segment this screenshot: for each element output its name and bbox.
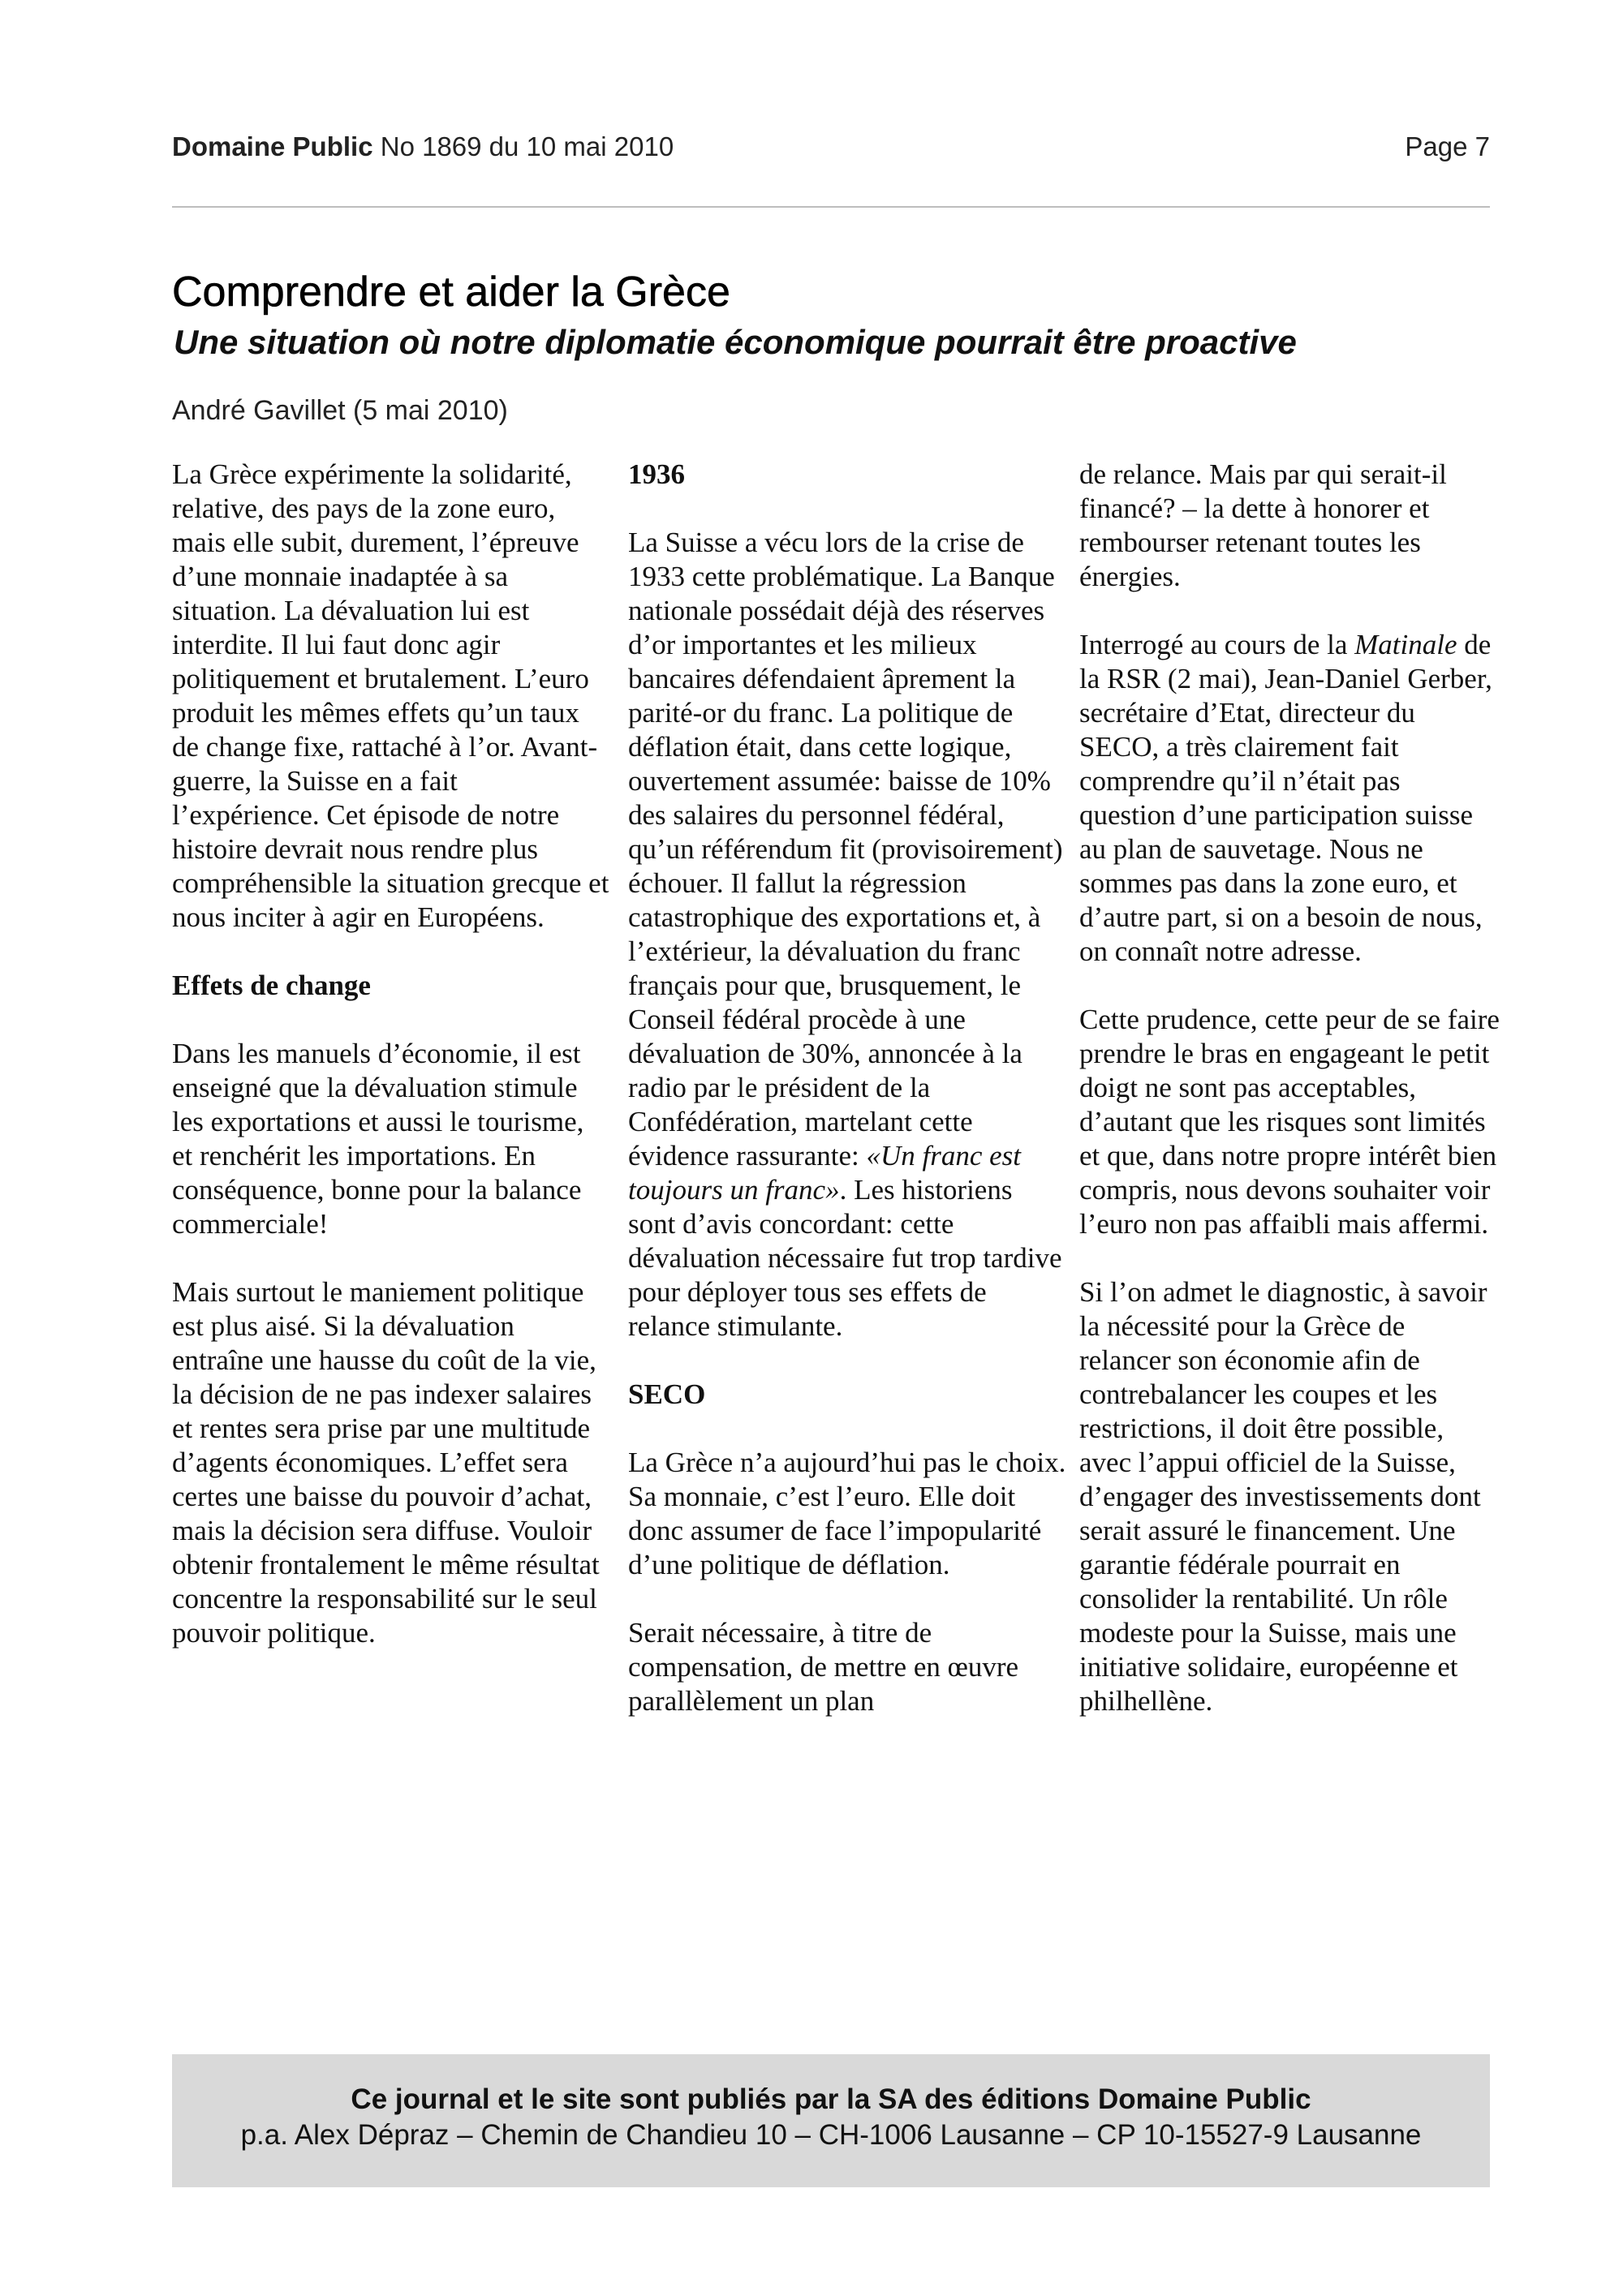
publisher-footer [172,2054,1490,2187]
header-divider [172,206,1490,208]
page-header [172,131,1490,170]
paragraph [628,526,1066,1344]
paragraph: Cette prudence, cette peur de se faire prendre le bras en engageant le petit doigt ne sont pas acceptables, d’autant que les risques sont limités et que, dans notre propre intérêt bien compris, nous devons souhaiter voir l’euro non pas affaibli mais affermi. [1079,1004,1500,1240]
article-title: Comprendre et aider la Grèce [172,269,730,316]
section-heading-1936: 1936 [628,458,685,490]
issue-info: No 1869 du 10 mai 2010 [380,131,674,161]
article-column-3 [1079,458,1501,1752]
section-heading-effets-de-change: Effets de change [172,970,371,1001]
paragraph: La Grèce n’a aujourd’hui pas le choix. Sa monnaie, c’est l’euro. Elle doit donc assumer de face l’impopularité d’une politique de déflation. [628,1447,1066,1580]
article-subtitle: Une situation où notre diplomatie économique pourrait être proactive [174,323,1297,361]
quote: «Un franc est toujours un franc» [628,1140,1022,1206]
show-name: Matinale [1354,629,1457,660]
paragraph [1079,628,1501,969]
text-run: Interrogé au cours de la [1079,629,1355,660]
paragraph: Si l’on admet le diagnostic, à savoir la nécessité pour la Grèce de relancer son économie afin de contrebalancer les coupes et les restrictions, il doit être possible, avec l’appui officiel de la Suisse, d’engager des investissements dont serait assuré le financement. Une garantie fédérale pourrait en consolider la rentabilité. Un rôle modeste pour la Suisse, mais une initiative solidaire, européenne et philhellène. [1079,1276,1487,1717]
article-byline: André Gavillet (5 mai 2010) [172,395,508,426]
text-run: La Suisse a vécu lors de la crise de 1933 cette problématique. La Banque nationale possédait déjà des réserves d’or importantes et les milieux bancaires défendaient âprement la parité-or du franc. La politique de déflation était, dans cette logique, ouvertement assumée: baisse de 10% des salaires du personnel fédéral, qu’un référendum fit (provisoirement) échouer. Il fallut la régression catastrophique des exportations et, à l’extérieur, la dévaluation du franc français pour que, brusquement, le Conseil fédéral procède à une dévaluation de 30%, annoncée à la radio par le président de la Confédération, martelant cette évidence rassurante: [628,527,1063,1172]
article-column-1 [172,458,610,1684]
footer-address-line: p.a. Alex Dépraz – Chemin de Chandieu 10 – CH-1006 Lausanne – CP 10-15527-9 Lausanne [240,2119,1422,2151]
publication-name: Domaine Public [172,131,373,161]
text-run: . Les historiens sont d’avis concordant: cette dévaluation nécessaire fut trop tardive pour déployer tous ses effets de relance stimulante. [628,1174,1062,1342]
section-heading-seco: SECO [628,1378,706,1410]
text-run: de la RSR (2 mai), Jean-Daniel Gerber, secrétaire d’Etat, directeur du SECO, a très clairement fait comprendre qu’il n’était pas question d’une participation suisse au plan de sauvetage. Nous ne sommes pas dans la zone euro, et d’autre part, si on a besoin de nous, on connaît notre adresse. [1079,629,1492,967]
paragraph: Dans les manuels d’économie, il est enseigné que la dévaluation stimule les exportations et aussi le tourisme, et renchérit les importations. En conséquence, bonne pour la balance commerciale! [172,1038,584,1240]
paragraph: La Grèce expérimente la solidarité, relative, des pays de la zone euro, mais elle subit, durement, l’épreuve d’une monnaie inadaptée à sa situation. La dévaluation lui est interdite. Il lui faut donc agir politiquement et brutalement. L’euro produit les mêmes effets qu’un taux de change fixe, rattaché à l’or. Avant-guerre, la Suisse en a fait l’expérience. Cet épisode de notre histoire devrait nous rendre plus compréhensible la situation grecque et nous inciter à agir en Européens. [172,458,609,933]
paragraph: de relance. Mais par qui serait-il financé? – la dette à honorer et rembourser retenant toutes les énergies. [1079,458,1447,592]
article-column-2 [628,458,1066,1752]
paragraph: Mais surtout le maniement politique est plus aisé. Si la dévaluation entraîne une hausse du coût de la vie, la décision de ne pas indexer salaires et rentes sera prise par une multitude d’agents économiques. L’effet sera certes une baisse du pouvoir d’achat, mais la décision sera diffuse. Vouloir obtenir frontalement le même résultat concentre la responsabilité sur le seul pouvoir politique. [172,1276,600,1649]
paragraph: Serait nécessaire, à titre de compensation, de mettre en œuvre parallèlement un plan [628,1617,1019,1717]
footer-publisher-line: Ce journal et le site sont publiés par la SA des éditions Domaine Public [351,2083,1311,2115]
page-number: Page 7 [1405,131,1490,161]
